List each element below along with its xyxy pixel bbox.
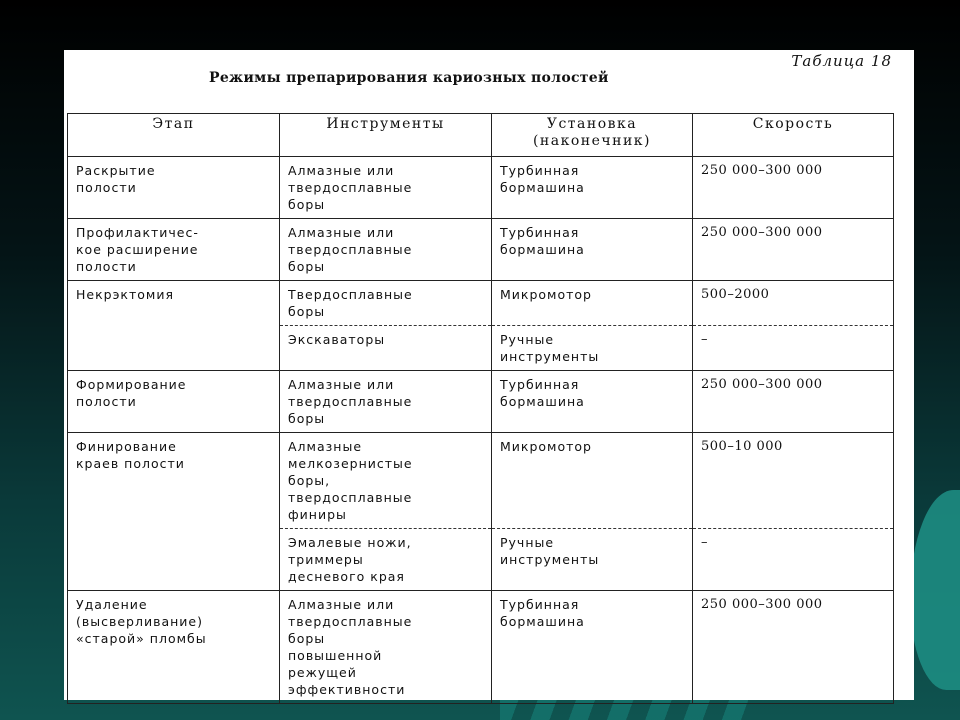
header-unit: Установка (наконечник) [492,114,693,157]
cell-instruments: Твердосплавные боры [280,281,492,326]
cell-speed: 250 000–300 000 [693,219,894,281]
cell-speed: 250 000–300 000 [693,591,894,704]
cell-unit: Турбинная бормашина [492,591,693,704]
decorative-wave [910,490,960,690]
cell-unit: Турбинная бормашина [492,157,693,219]
cell-instruments: Алмазные или твердосплавные боры [280,371,492,433]
header-speed: Скорость [693,114,894,157]
cell-unit: Микромотор [492,433,693,529]
cell-stage: Удаление (высверливание) «старой» пломбы [68,591,280,704]
cell-unit: Ручные инструменты [492,326,693,371]
cell-stage: Профилактичес- кое расширение полости [68,219,280,281]
cell-stage: Раскрытие полости [68,157,280,219]
cell-unit: Микромотор [492,281,693,326]
cell-stage: Некрэктомия [68,281,280,371]
table-row [68,157,894,219]
table-row [68,591,894,704]
header-row [68,114,894,157]
cell-stage: Финирование краев полости [68,433,280,591]
document-page [64,50,914,700]
cell-speed: – [693,529,894,591]
cell-speed: 500–2000 [693,281,894,326]
cell-unit: Ручные инструменты [492,529,693,591]
cell-speed: – [693,326,894,371]
cell-instruments: Алмазные или твердосплавные боры [280,219,492,281]
cell-instruments: Экскаваторы [280,326,492,371]
header-instruments: Инструменты [280,114,492,157]
table-row [68,433,894,529]
preparation-modes-table [67,113,894,704]
cell-speed: 500–10 000 [693,433,894,529]
header-stage: Этап [68,114,280,157]
table-caption: Таблица 18 [791,52,892,70]
cell-speed: 250 000–300 000 [693,371,894,433]
cell-speed: 250 000–300 000 [693,157,894,219]
table-title: Режимы препарирования кариозных полостей [209,70,609,86]
table-row [68,281,894,326]
cell-unit: Турбинная бормашина [492,219,693,281]
table-row [68,219,894,281]
cell-instruments: Алмазные или твердосплавные боры повышенной режущей эффективности [280,591,492,704]
cell-instruments: Эмалевые ножи, триммеры десневого края [280,529,492,591]
cell-unit: Турбинная бормашина [492,371,693,433]
table-row [68,371,894,433]
cell-instruments: Алмазные или твердосплавные боры [280,157,492,219]
cell-instruments: Алмазные мелкозернистые боры, твердосплавные финиры [280,433,492,529]
cell-stage: Формирование полости [68,371,280,433]
